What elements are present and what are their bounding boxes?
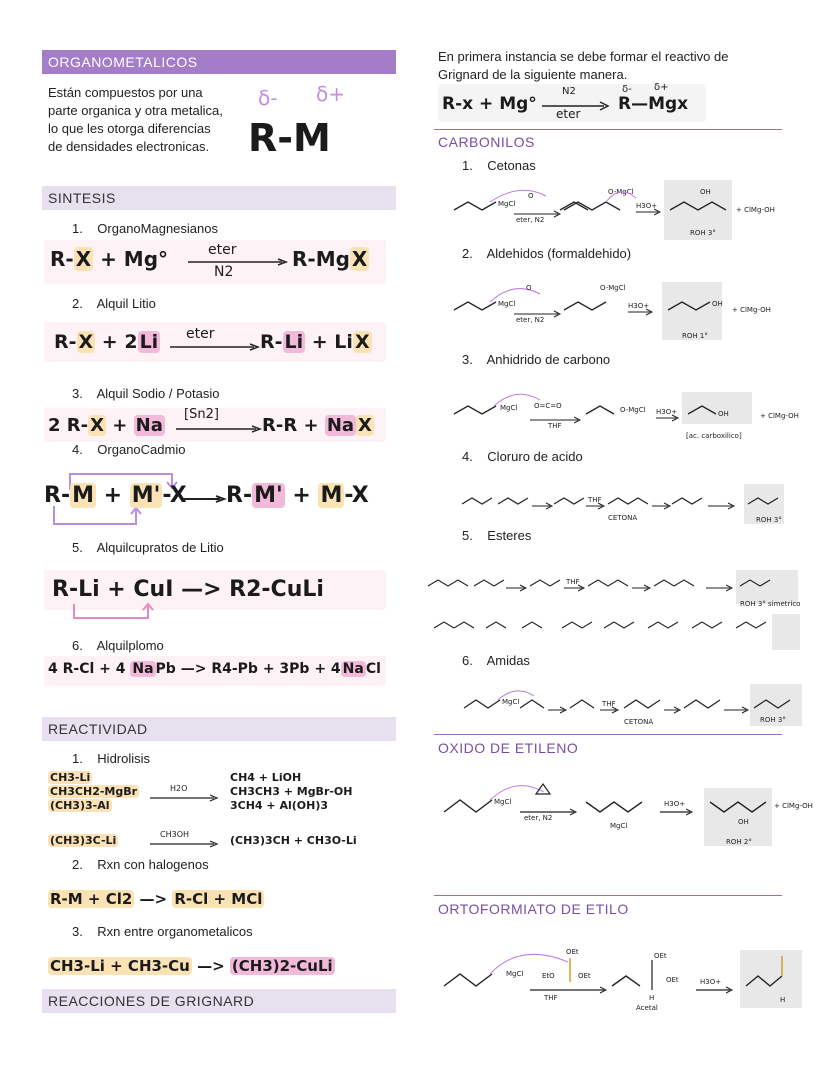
header-grignard: REACCIONES DE GRIGNARD [42, 989, 396, 1013]
eq-organomagnesianos: R- X + Mg° [50, 247, 169, 271]
eq3-over: [Sn2] [184, 407, 219, 422]
svg-text:[ac. carboxilico]: [ac. carboxilico] [686, 432, 742, 440]
svg-text:OH: OH [700, 188, 711, 196]
eq4-product: R-M' + M-X [226, 483, 369, 508]
svg-text:H: H [780, 996, 786, 1004]
grignard-eq-under: eter [556, 107, 581, 121]
svg-text:THF: THF [548, 422, 562, 430]
eq1-over: eter [208, 242, 237, 258]
svg-text:MgCl: MgCl [494, 798, 512, 806]
svg-text:OH: OH [712, 300, 723, 308]
eq-halogenos: R-M + Cl2 —> R-Cl + MCl [50, 890, 263, 908]
hidrolisis-alt-reactant: (CH3)3C-Li [50, 834, 117, 847]
hidrolisis-alt-product: (CH3)3CH + CH3O-Li [230, 834, 357, 847]
sintesis-item-3: 3. Alquil Sodio / Potasio [72, 386, 220, 401]
svg-text:OEt: OEt [654, 952, 667, 960]
svg-text:THF: THF [588, 496, 602, 504]
intro-text: Están compuestos por una parte organica y otra metalica, lo que les otorga diferencias de densidades electronicas. [48, 85, 223, 154]
svg-text:OH: OH [738, 818, 749, 826]
eq-alquil-litio: R- X + 2 Li [54, 331, 159, 353]
svg-text:H3O+: H3O+ [628, 302, 650, 310]
hidrolisis-reactants: CH3-Li CH3CH2-MgBr (CH3)3-Al [50, 771, 138, 812]
svg-text:eter, N2: eter, N2 [516, 316, 545, 324]
eq3-arrow [176, 426, 262, 436]
svg-text:ROH 3° simetrico: ROH 3° simetrico [740, 600, 801, 608]
orto-scheme [440, 946, 810, 1016]
eq5-exchange-arrow [70, 604, 160, 624]
svg-text:OH: OH [718, 410, 729, 418]
sintesis-item-1 [72, 221, 218, 236]
eq-organometalicos: CH3-Li + CH3-Cu —> (CH3)2-CuLi [50, 957, 333, 975]
eq4-arrow [182, 496, 226, 506]
carbonilos-rule [434, 129, 782, 130]
svg-text:O: O [526, 284, 532, 292]
svg-text:O=C=O: O=C=O [534, 402, 562, 410]
svg-text:MgCl: MgCl [500, 404, 518, 412]
grignard-eq-dminus: δ- [622, 84, 632, 95]
hidrolisis-products: CH4 + LiOH CH3CH3 + MgBr-OH 3CH4 + Al(OH)3 [230, 771, 353, 812]
svg-text:+ ClMg-OH: + ClMg-OH [732, 306, 771, 314]
item-label: OrganoMagnesianos [97, 221, 218, 236]
header-reactividad: REACTIVIDAD [42, 717, 396, 741]
sintesis-item-2: 2. Alquil Litio [72, 296, 156, 311]
oxido-scheme [440, 772, 815, 852]
carbonilos-item-2: 2. Aldehidos (formaldehido) [462, 246, 632, 261]
svg-text:O-MgCl: O-MgCl [620, 406, 646, 414]
svg-text:EtO: EtO [542, 972, 555, 980]
rm-delta-plus: δ+ [316, 82, 345, 106]
svg-text:MgCl: MgCl [502, 698, 520, 706]
carbonilos-item-3: 3. Anhidrido de carbono [462, 352, 611, 367]
svg-text:H3O+: H3O+ [636, 202, 658, 210]
grignard-eq-over: N2 [562, 86, 576, 97]
eq-alquil-sodio: 2 R- X + Na [48, 415, 163, 436]
svg-text:OEt: OEt [578, 972, 591, 980]
svg-text:CETONA: CETONA [608, 514, 638, 522]
oxido-rule [434, 734, 782, 735]
svg-text:H3O+: H3O+ [664, 800, 686, 808]
svg-text:O-MgCl: O-MgCl [600, 284, 626, 292]
hidrolisis-reagent: H2O [170, 784, 188, 793]
sintesis-item-6: 6. Alquilplomo [72, 638, 164, 653]
eq1-under: N2 [214, 264, 234, 280]
svg-text:THF: THF [544, 994, 558, 1002]
rm-formula: R-M [248, 116, 331, 160]
header-organometalicos: ORGANOMETALICOS [42, 50, 396, 74]
header-oxido: OXIDO DE ETILENO [438, 740, 579, 756]
eq2-over: eter [186, 326, 215, 342]
svg-text:ROH 3°: ROH 3° [756, 516, 782, 524]
svg-text:Acetal: Acetal [636, 1004, 658, 1012]
carbonilos-item-4: 4. Cloruro de acido [462, 449, 583, 464]
svg-text:eter, N2: eter, N2 [516, 216, 545, 224]
orto-rule [434, 895, 782, 896]
svg-text:MgCl: MgCl [506, 970, 524, 978]
eq1-arrow [188, 259, 288, 269]
header-sintesis: SINTESIS [42, 186, 396, 210]
hidrolisis-alt-arrow [150, 841, 220, 849]
svg-text:H3O+: H3O+ [700, 978, 722, 986]
grignard-eq-reactants: R-x + Mg° [442, 94, 537, 114]
eq-alquilcupratos: R-Li + CuI —> R2-CuLi [52, 577, 324, 602]
anhidrido-scheme [450, 380, 799, 442]
svg-text:O-MgCl: O-MgCl [608, 188, 634, 196]
svg-text:O: O [528, 192, 534, 200]
svg-text:H: H [649, 994, 655, 1002]
svg-text:+ ClMg-OH: + ClMg-OH [774, 802, 813, 810]
svg-text:THF: THF [602, 700, 616, 708]
sintesis-item-5: 5. Alquilcupratos de Litio [72, 540, 224, 555]
right-intro: En primera instancia se debe formar el reactivo de Grignard de la siguiente manera. [438, 49, 729, 82]
svg-text:MgCl: MgCl [498, 200, 516, 208]
grignard-eq-product: R—Mgx [618, 94, 689, 114]
grignard-eq-dplus: δ+ [654, 82, 669, 93]
svg-text:MgCl: MgCl [498, 300, 516, 308]
cloruro-scheme [458, 478, 788, 528]
svg-text:THF: THF [566, 578, 580, 586]
svg-text:ROH 2°: ROH 2° [726, 838, 752, 846]
svg-text:OEt: OEt [666, 976, 679, 984]
svg-text:ROH 3°: ROH 3° [760, 716, 786, 724]
esteres-scheme [426, 556, 802, 656]
svg-text:eter, N2: eter, N2 [524, 814, 553, 822]
header-carbonilos: CARBONILOS [438, 134, 535, 150]
eq1-product: R-Mg X [292, 247, 368, 271]
eq2-product: R- Li + Li X [260, 331, 370, 353]
amidas-scheme [460, 680, 800, 730]
svg-text:ROH 3°: ROH 3° [690, 229, 716, 237]
svg-text:MgCl: MgCl [610, 822, 628, 830]
reactividad-item-2: 2. Rxn con halogenos [72, 857, 209, 872]
eq-organocadmio: R-M + M'-X [44, 483, 187, 508]
eq3-product: R-R + Na X [262, 415, 372, 436]
eq-alquilplomo: 4 R-Cl + 4 Na Pb —> R4-Pb + 3Pb + 4 Na Cl [48, 661, 381, 677]
svg-text:+ ClMg-OH: + ClMg-OH [760, 412, 799, 420]
svg-text:CETONA: CETONA [624, 718, 654, 726]
svg-text:H3O+: H3O+ [656, 408, 678, 416]
hidrolisis-alt-reagent: CH3OH [160, 830, 190, 839]
cetonas-scheme [450, 180, 780, 240]
reactividad-item-3: 3. Rxn entre organometalicos [72, 924, 253, 939]
sintesis-item-4: 4. OrganoCadmio [72, 442, 186, 457]
carbonilos-item-1: 1. Cetonas [462, 158, 536, 173]
rm-delta-minus: δ- [258, 86, 278, 110]
svg-text:OEt: OEt [566, 948, 579, 956]
item-num: 1. [72, 221, 83, 236]
svg-text:ROH 1°: ROH 1° [682, 332, 708, 340]
svg-text:+ ClMg-OH: + ClMg-OH [736, 206, 775, 214]
reactividad-item-1: 1. Hidrolisis [72, 751, 151, 766]
carbonilos-item-5: 5. Esteres [462, 528, 532, 543]
aldehidos-scheme [450, 276, 780, 342]
hidrolisis-arrow [150, 795, 220, 803]
carbonilos-item-6: 6. Amidas [462, 653, 530, 668]
eq2-arrow [170, 344, 260, 354]
header-orto: ORTOFORMIATO DE ETILO [438, 901, 629, 917]
